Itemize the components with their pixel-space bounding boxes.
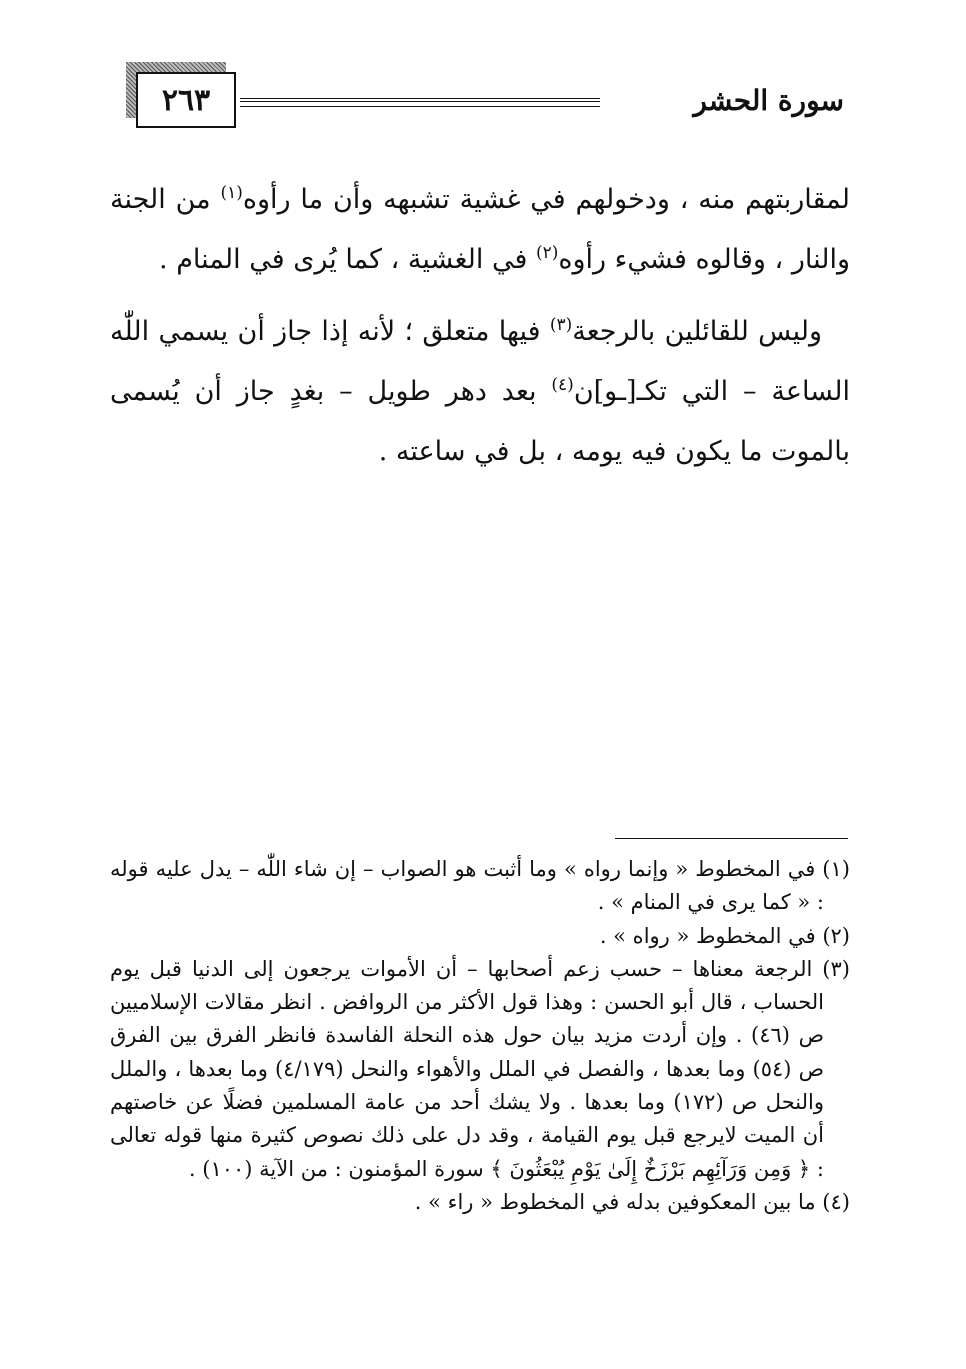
footnote-ref-3: (٣) [549,315,573,335]
p1-text-b: من الجنة والنار ، وقالوه فشيء رأوه [110,184,850,275]
main-text [110,170,850,482]
paragraph-2 [110,302,850,482]
surah-title: سورة الحشر [693,84,844,117]
footnote-2: (٢) في المخطوط « رواه » . [599,923,850,948]
footnote-separator [615,838,848,839]
footnote-ref-1: (١) [220,183,243,203]
p2-text-b: فيها متعلق ؛ لأنه إذا جاز أن يسمي اللّٰه الساعة – التي تكـ[ـو]ن [110,316,850,407]
footnote-ref-2: (٢) [535,243,559,263]
footnote-4: (٤) ما بين المعكوفين بدله في المخطوط « راء » . [414,1189,850,1214]
footnotes [110,853,850,1219]
header-rule [240,98,600,107]
p2-text-c: بعد دهر طويل – بغدٍ جاز أن يُسمى بالموت ما يكون فيه يومه ، بل في ساعته . [110,376,850,467]
page-number-box [126,62,236,128]
paragraph-1 [110,170,850,290]
p1-text-c: في الغشية ، كما يُرى في المنام . [159,244,536,275]
p2-text-a: وليس للقائلين بالرجعة [572,316,823,347]
footnote-1: (١) في المخطوط « وإنما رواه » وما أثبت هو الصواب – إن شاء اللّٰه – يدل عليه قوله : « كما يرى في المنام » . [110,857,850,915]
footnote-3: (٣) الرجعة معناها – حسب زعم أصحابها – أن الأموات يرجعون إلى الدنيا قبل يوم الحساب ، قال أبو الحسن : وهذا قول الأكثر من الروافض . انظر مقالات الإسلاميين ص (٤٦) . وإن أردت مزيد بيان حول هذه النحلة الفاسدة فانظر الفرق بين الفرق ص (٥٤) وما بعدها ، والفصل في الملل والأهواء والنحل (٤/١٧٩) وما بعدها ، والملل والنحل ص (١٧٢) وما بعدها . ولا يشك أحد من عامة المسلمين فضلًا عن خاصتهم أن الميت لايرجع قبل يوم القيامة ، وقد دل على ذلك نصوص كثيرة منها قوله تعالى : ﴿ وَمِن وَرَآئِهِم بَرْزَخٌ إِلَىٰ يَوْمِ يُبْعَثُونَ ﴾ سورة المؤمنون : من الآية (١٠٠) . [110,956,850,1181]
page-number: ٢٦٣ [136,72,236,128]
p1-text-a: لمقاربتهم منه ، ودخولهم في غشية تشبهه وأن ما رأوه [242,184,850,215]
footnote-ref-4: (٤) [551,375,574,395]
